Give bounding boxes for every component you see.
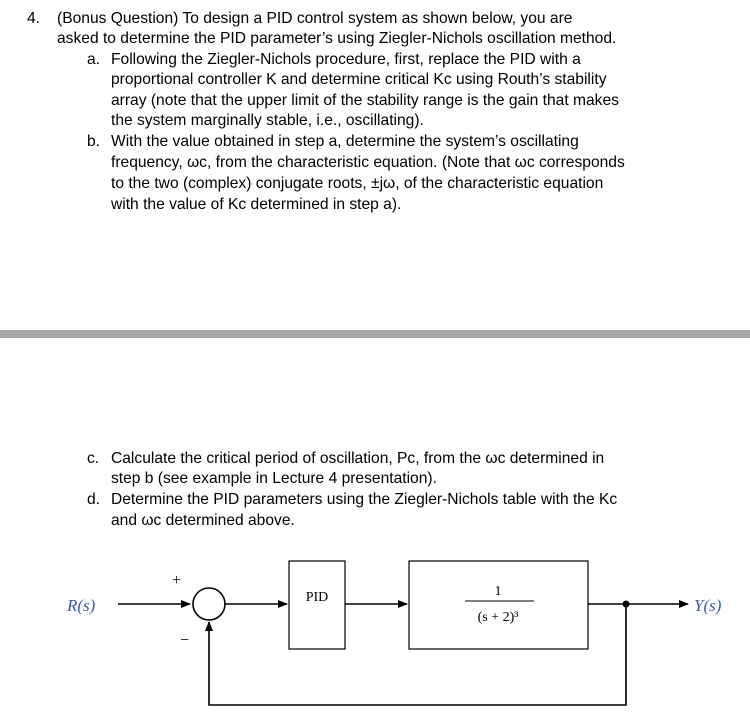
pid-controller-block <box>289 561 345 649</box>
question-text-line: (Bonus Question) To design a PID control system as shown below, you are <box>57 10 573 27</box>
part-text-line: and ωc determined above. <box>111 512 295 529</box>
part-text-line: Determine the PID parameters using the Ziegler-Nichols table with the Kc <box>111 491 618 508</box>
part-label: b. <box>87 133 101 150</box>
pid-label: PID <box>305 590 329 605</box>
part-text-line: Calculate the critical period of oscillation, Pc, from the ωc determined in <box>111 450 605 467</box>
plant-denominator: (s + 2)³ <box>477 610 519 625</box>
minus-sign: − <box>180 632 190 649</box>
part-text-line: with the value of Kc determined in step a). <box>111 196 402 213</box>
part-label: a. <box>87 51 101 68</box>
part-text-line: array (note that the upper limit of the stability range is the gain that makes <box>111 92 619 109</box>
plant-block <box>409 561 588 649</box>
output-label: Y(s) <box>694 596 722 615</box>
summing-junction <box>193 588 225 620</box>
plant-numerator: 1 <box>494 584 502 599</box>
part-text-line: to the two (complex) conjugate roots, ±jω, of the characteristic equation <box>111 175 604 192</box>
part-label: c. <box>87 450 100 467</box>
question-number: 4. <box>27 10 41 27</box>
part-label: d. <box>87 491 101 508</box>
part-text-line: step b (see example in Lecture 4 presentation). <box>111 470 437 487</box>
part-text-line: the system marginally stable, i.e., oscillating). <box>111 112 424 129</box>
part-text-line: frequency, ωc, from the characteristic equation. (Note that ωc corresponds <box>111 154 625 171</box>
part-text-line: proportional controller K and determine critical Kc using Routh’s stability <box>111 71 607 88</box>
question-text-line: asked to determine the PID parameter’s using Ziegler-Nichols oscillation method. <box>57 30 617 47</box>
input-label: R(s) <box>67 596 96 615</box>
part-text-line: Following the Ziegler-Nichols procedure, first, replace the PID with a <box>111 51 581 68</box>
plus-sign: + <box>172 572 182 589</box>
part-text-line: With the value obtained in step a, determine the system’s oscillating <box>111 133 579 150</box>
